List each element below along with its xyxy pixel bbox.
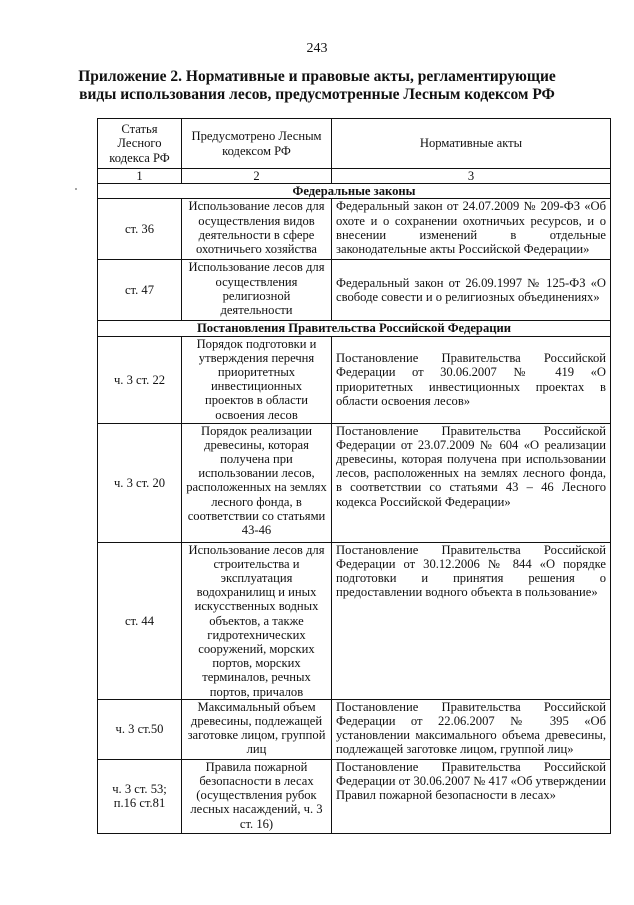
table-row [98,759,611,833]
provided-cell: Порядок подготовки и утверждения перечня приоритетных инвестиционных проектов в области освоения лесов [182,336,332,423]
article-cell: ст. 44 [98,542,182,699]
act-cell: Постановление Правительства Российской Федерации от 22.06.2007 № 395 «Об установлении максимального объема древесины, подлежащей заготовке лицом, группой лиц» [332,699,611,759]
column-number: 1 [98,169,182,184]
provided-cell: Использование лесов для строительства и эксплуатация водохранилищ и иных искусственных водных объектов, а также гидротехнических сооружений, морских портов, морских терминалов, речных портов, причалов [182,542,332,699]
section-title: Федеральные законы [98,184,611,199]
article-cell: ч. 3 ст. 22 [98,336,182,423]
article-cell: ст. 36 [98,199,182,260]
legal-acts-table [97,118,611,834]
table-row [98,699,611,759]
table-row [98,542,611,699]
article-cell: ч. 3 ст. 53; п.16 ст.81 [98,759,182,833]
column-number: 2 [182,169,332,184]
table-row [98,423,611,542]
article-cell: ч. 3 ст.50 [98,699,182,759]
table-row [98,199,611,260]
article-cell: ст. 47 [98,260,182,321]
header-provided: Предусмотрено Лесным кодексом РФ [182,119,332,169]
act-cell: Постановление Правительства Российской Федерации от 30.06.2007 № 417 «Об утверждении Правил пожарной безопасности в лесах» [332,759,611,833]
provided-cell: Максимальный объем древесины, подлежащей заготовке лицом, группой лиц [182,699,332,759]
provided-cell: Использование лесов для осуществления видов деятельности в сфере охотничьего хозяйства [182,199,332,260]
provided-cell: Правила пожарной безопасности в лесах (осуществления рубок лесных насаждений, ч. 3 ст. 16) [182,759,332,833]
section-row [98,184,611,199]
act-cell: Федеральный закон от 26.09.1997 № 125-ФЗ «О свободе совести и о религиозных объединениях» [332,260,611,321]
provided-cell: Порядок реализации древесины, которая получена при использовании лесов, расположенных на землях лесного фонда, в соответствии со статьями 43-46 [182,423,332,542]
section-row [98,321,611,336]
table-row [98,336,611,423]
header-acts: Нормативные акты [332,119,611,169]
table-row [98,260,611,321]
scan-speck [75,188,77,190]
header-article: Статья Лесного кодекса РФ [98,119,182,169]
article-cell: ч. 3 ст. 20 [98,423,182,542]
act-cell: Федеральный закон от 24.07.2009 № 209-ФЗ «Об охоте и о сохранении охотничьих ресурсов, и о внесении изменений в отдельные законодательные акты Российской Федерации» [332,199,611,260]
column-number: 3 [332,169,611,184]
provided-cell: Использование лесов для осуществления религиозной деятельности [182,260,332,321]
page-number: 243 [306,41,328,56]
act-cell: Постановление Правительства Российской Федерации от 30.06.2007 № 419 «О приоритетных инвестиционных проектах в области освоения лесов» [332,336,611,423]
act-cell: Постановление Правительства Российской Федерации от 23.07.2009 № 604 «О реализации древесины, которая получена при использовании лесов, расположенных на землях лесного фонда, в соответствии со статьями 43 – 46 Лесного кодекса Российской Федерации» [332,423,611,542]
act-cell: Постановление Правительства Российской Федерации от 30.12.2006 № 844 «О порядке подготовки и принятия решения о предоставлении водного объекта в пользование» [332,542,611,699]
section-title: Постановления Правительства Российской Федерации [98,321,611,336]
page-title: Приложение 2. Нормативные и правовые акты, регламентирующие виды использования лесов, предусмотренные Лесным кодексом РФ [78,68,556,103]
table-header-row [98,119,611,169]
column-number-row [98,169,611,184]
